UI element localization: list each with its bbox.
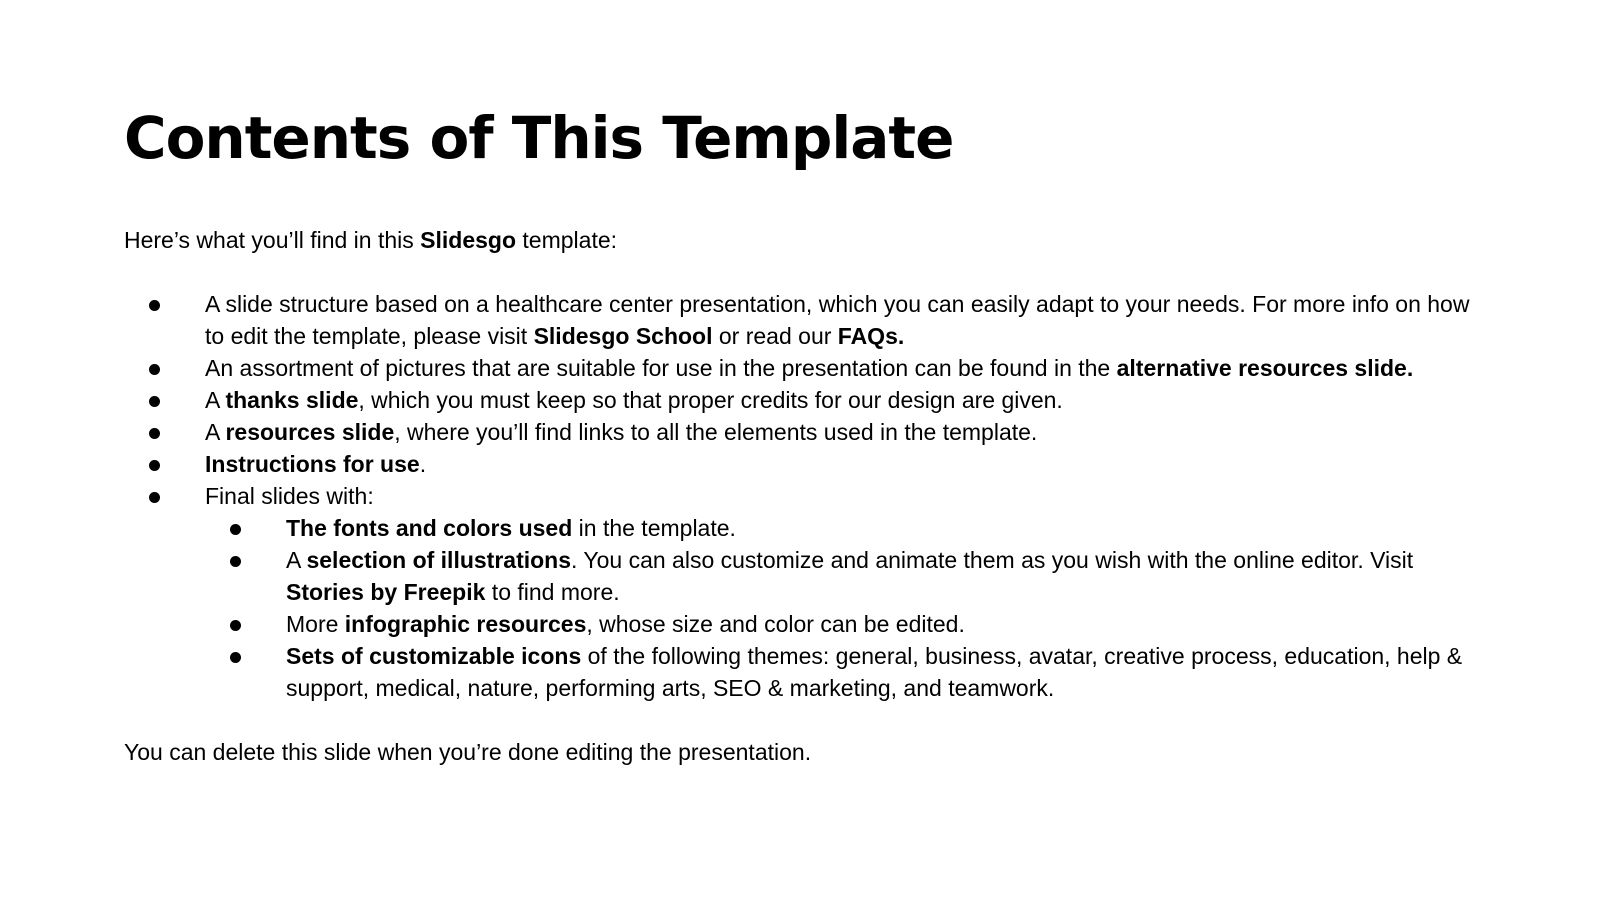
sub-list-item bbox=[205, 544, 1484, 608]
item-text: A bbox=[286, 547, 307, 573]
slide-body bbox=[124, 224, 1484, 768]
item-text: , which you must keep so that proper credits for our design are given. bbox=[358, 387, 1063, 413]
list-item bbox=[124, 288, 1484, 352]
item-text: . bbox=[419, 451, 427, 477]
item-text: A bbox=[205, 419, 226, 445]
item-text: A slide structure based on a healthcare center presentation, which you can easily adapt to your needs. For more info on how to edit the template, please visit bbox=[205, 291, 1470, 349]
item-text: . You can also customize and animate them as you wish with the online editor. Visit bbox=[571, 547, 1414, 573]
bullet-icon bbox=[230, 640, 254, 672]
intro-brand: Slidesgo bbox=[420, 227, 517, 253]
bullet-icon bbox=[149, 480, 173, 512]
list-item bbox=[124, 384, 1484, 416]
item-text: in the template. bbox=[572, 515, 736, 541]
item-text: , where you’ll find links to all the elements used in the template. bbox=[394, 419, 1038, 445]
bullet-icon bbox=[149, 288, 173, 320]
sub-list bbox=[205, 512, 1484, 704]
item-bold: thanks slide bbox=[225, 387, 359, 413]
intro-pre: Here’s what you’ll find in this bbox=[124, 227, 421, 253]
list-item bbox=[124, 352, 1484, 384]
item-text: An assortment of pictures that are suitable for use in the presentation can be found in the bbox=[205, 355, 1117, 381]
item-bold: Sets of customizable icons bbox=[286, 643, 582, 669]
bullet-icon bbox=[149, 352, 173, 384]
sub-list-item bbox=[205, 640, 1484, 704]
intro-text bbox=[124, 224, 1484, 256]
item-bold: Instructions for use bbox=[205, 451, 420, 477]
item-text: of the following themes: general, business, avatar, creative process, education, help & support, medical, nature, performing arts, SEO & marketing, and teamwork. bbox=[286, 643, 1463, 701]
item-bold: The fonts and colors used bbox=[286, 515, 573, 541]
list-item bbox=[124, 480, 1484, 704]
contents-list bbox=[124, 288, 1484, 704]
bullet-icon bbox=[149, 416, 173, 448]
item-text: to find more. bbox=[485, 579, 620, 605]
list-item bbox=[124, 416, 1484, 448]
item-bold: FAQs. bbox=[837, 323, 905, 349]
bullet-icon bbox=[149, 448, 173, 480]
bullet-icon bbox=[149, 384, 173, 416]
item-text: A bbox=[205, 387, 226, 413]
item-text: More bbox=[286, 611, 345, 637]
intro-post: template: bbox=[516, 227, 618, 253]
item-bold: resources slide bbox=[225, 419, 395, 445]
item-bold: Slidesgo School bbox=[533, 323, 713, 349]
item-text: Final slides with: bbox=[205, 483, 374, 509]
bullet-icon bbox=[230, 512, 254, 544]
item-bold: alternative resources slide. bbox=[1116, 355, 1414, 381]
item-bold: selection of illustrations bbox=[306, 547, 572, 573]
sub-list-item bbox=[205, 512, 1484, 544]
item-text: , whose size and color can be edited. bbox=[586, 611, 965, 637]
sub-list-item bbox=[205, 608, 1484, 640]
bullet-icon bbox=[230, 544, 254, 576]
list-item bbox=[124, 448, 1484, 480]
item-text: or read our bbox=[712, 323, 838, 349]
bullet-icon bbox=[230, 608, 254, 640]
outro-text: You can delete this slide when you’re done editing the presentation. bbox=[124, 739, 812, 765]
item-bold: Stories by Freepik bbox=[286, 579, 486, 605]
item-bold: infographic resources bbox=[344, 611, 587, 637]
page-title: Contents of This Template bbox=[124, 104, 954, 172]
